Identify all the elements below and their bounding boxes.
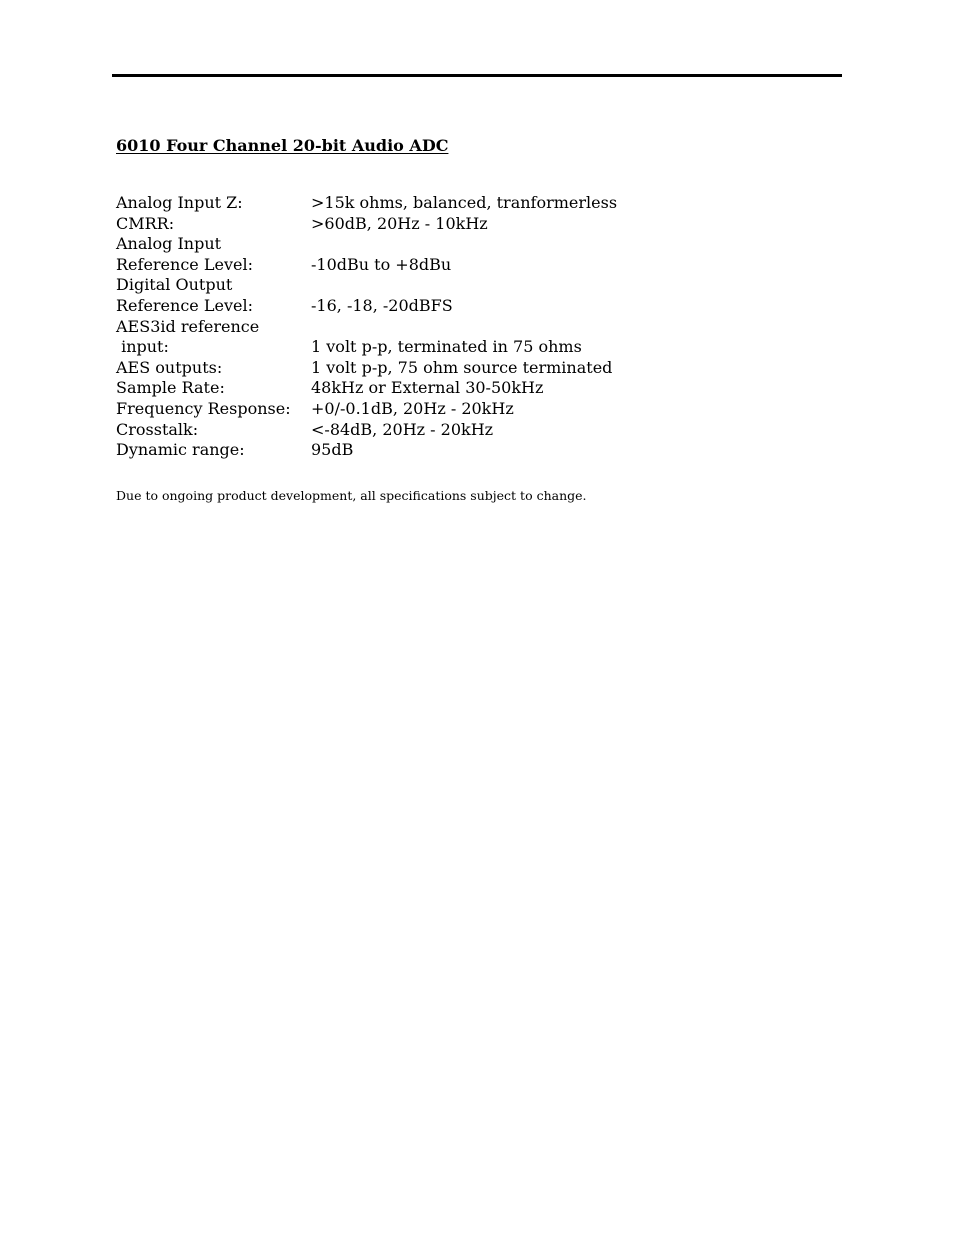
document-title: 6010 Four Channel 20-bit Audio ADC xyxy=(116,136,449,155)
spec-row xyxy=(116,420,736,441)
spec-value: 1 volt p-p, terminated in 75 ohms xyxy=(311,337,582,357)
spec-label: Reference Level: xyxy=(116,295,253,315)
spec-label: Analog Input Z: xyxy=(116,193,243,212)
spec-value: +0/-0.1dB, 20Hz - 20kHz xyxy=(311,398,514,418)
spec-label: CMRR: xyxy=(116,213,175,233)
spec-label: AES outputs: xyxy=(116,357,223,377)
spec-value: 48kHz or External 30-50kHz xyxy=(311,378,544,398)
spec-label: Analog Input xyxy=(116,234,222,254)
spec-label: Dynamic range: xyxy=(116,440,245,460)
spec-value: -16, -18, -20dBFS xyxy=(311,295,453,315)
spec-row xyxy=(116,317,736,338)
spec-row xyxy=(116,399,736,420)
spec-row xyxy=(116,234,736,255)
spec-label: AES3id reference xyxy=(116,316,260,336)
spec-value: -10dBu to +8dBu xyxy=(311,254,452,274)
spec-row xyxy=(116,275,736,296)
spec-row xyxy=(116,440,736,461)
spec-value: <-84dB, 20Hz - 20kHz xyxy=(311,419,494,439)
spec-table xyxy=(116,193,736,461)
spec-row xyxy=(116,358,736,379)
spec-row xyxy=(116,255,736,276)
header-rule xyxy=(112,74,842,77)
spec-row xyxy=(116,214,736,235)
spec-label: Reference Level: xyxy=(116,254,253,274)
spec-label: Frequency Response: xyxy=(116,398,291,418)
spec-row xyxy=(116,337,736,358)
spec-row xyxy=(116,296,736,317)
spec-row xyxy=(116,193,736,214)
disclaimer-footnote: Due to ongoing product development, all specifications subject to change. xyxy=(116,488,587,503)
spec-value: >15k ohms, balanced, tranformerless xyxy=(311,193,618,212)
spec-label: Digital Output xyxy=(116,275,233,295)
spec-label: input: xyxy=(116,337,169,357)
spec-value: 95dB xyxy=(311,440,354,460)
spec-row xyxy=(116,378,736,399)
spec-label: Sample Rate: xyxy=(116,378,225,398)
spec-label: Crosstalk: xyxy=(116,419,199,439)
spec-value: >60dB, 20Hz - 10kHz xyxy=(311,213,488,233)
spec-value: 1 volt p-p, 75 ohm source terminated xyxy=(311,357,613,377)
